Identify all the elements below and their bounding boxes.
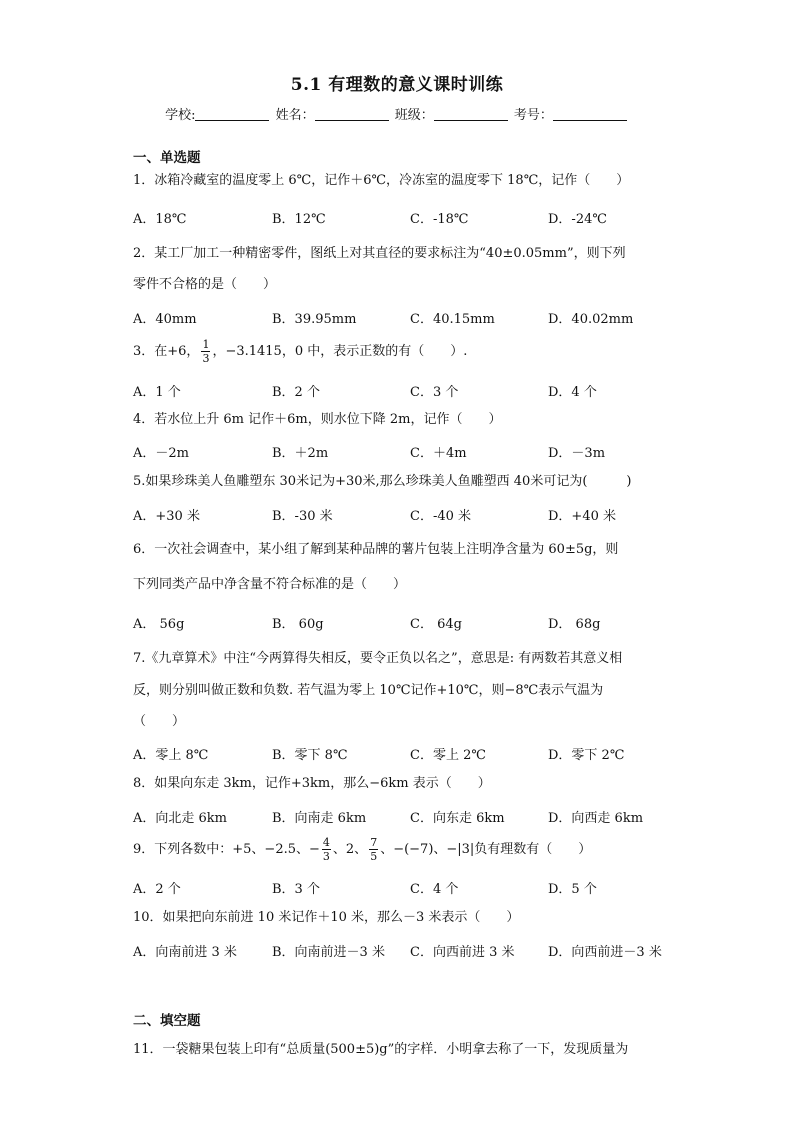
section-title-fill-in: 二、填空题 [133,1013,201,1029]
question-2-options [133,308,663,328]
option-c: C．40.15mm [410,312,495,327]
option-d: D．4 个 [548,385,597,400]
fraction-numerator: 4 [322,836,330,849]
option-b: B． 60g [272,617,324,632]
option-c: C．-18℃ [410,212,469,227]
name-blank [315,107,389,121]
question-7-line-3: （ ） [133,714,186,729]
option-d: D．零下 2℃ [548,748,625,763]
option-d: D．40.02mm [548,312,634,327]
id-label: 考号： [513,108,553,123]
option-d: D．5 个 [548,882,597,897]
option-b: B．向南前进－3 米 [272,945,385,960]
option-a: A．2 个 [133,882,181,897]
fraction-numerator: 1 [202,338,210,351]
option-b: B．零下 8℃ [272,748,348,763]
question-7-line-1: 7.《九章算术》中注“今两算得失相反，要令正负以名之”，意思是: 有两数若其意义相 [133,651,623,666]
question-11: 11．一袋糖果包装上印有“总质量(500±5)g”的字样．小明拿去称了一下，发现质量为 [133,1042,629,1057]
question-1-options [133,208,663,228]
option-a: A．1 个 [133,385,181,400]
page-title: 5.1 有理数的意义课时训练 [290,75,504,95]
option-b: B．3 个 [272,882,320,897]
name-label: 姓名： [275,108,315,123]
option-a: A．40mm [133,312,197,327]
question-7-options [133,744,663,764]
question-9-options [133,878,663,898]
fraction-one-third [201,338,210,365]
student-info-row [0,104,794,123]
option-b: B．39.95mm [272,312,357,327]
question-5-options [133,505,663,525]
option-c: C． 64g [410,617,462,632]
question-9-mid: 、2、 [332,842,368,857]
option-d: D．－3m [548,446,606,461]
question-3-options [133,381,663,401]
question-5: 5.如果珍珠美人鱼雕塑东 30米记为+30米,那么珍珠美人鱼雕塑西 40米可记为( ) [133,474,632,489]
question-6-line-1: 6．一次社会调查中，某小组了解到某种品牌的薯片包装上注明净含量为 60±5g，则 [133,542,619,557]
question-8: 8．如果向东走 3km，记作+3km，那么−6km 表示（ ） [133,776,491,791]
question-9 [133,834,663,865]
option-a: A．向南前进 3 米 [133,945,237,960]
question-3-prefix: 3．在+6， [133,344,200,359]
option-c: C．-40 米 [410,509,472,524]
option-a: A．+30 米 [133,509,200,524]
question-4-options [133,442,663,462]
option-c: C．零上 2℃ [410,748,486,763]
school-blank [195,107,269,121]
fraction-four-thirds [322,836,331,863]
question-8-options [133,807,663,827]
option-d: D．向西走 6km [548,811,644,826]
option-a: A．18℃ [133,212,187,227]
fraction-seven-fifths [369,836,378,863]
question-2-line-2: 零件不合格的是（ ） [133,277,277,292]
question-1: 1．冰箱冷藏室的温度零上 6℃，记作＋6℃，冷冻室的温度零下 18℃，记作（ ） [133,173,630,188]
option-d: D．-24℃ [548,212,607,227]
question-7-line-2: 反，则分别叫做正数和负数. 若气温为零上 10℃记作+10℃，则−8℃表示气温为 [133,683,604,698]
question-6-options [133,613,663,633]
fraction-denominator: 3 [202,352,210,365]
question-9-suffix: 、−(−7)、−|3|负有理数有（ ） [380,842,592,857]
option-b: B．-30 米 [272,509,333,524]
question-10-options [133,941,663,961]
option-b: B．向南走 6km [272,811,367,826]
question-3-suffix: ，−3.1415，0 中，表示正数的有（ ）. [212,344,468,359]
option-d: D．向西前进－3 米 [548,945,662,960]
option-a: A． 56g [133,617,185,632]
fraction-numerator: 7 [370,836,378,849]
option-a: A．－2m [133,446,189,461]
option-c: C．＋4m [410,446,467,461]
school-label: 学校: [165,108,196,123]
option-d: D．+40 米 [548,509,616,524]
option-b: B．＋2m [272,446,329,461]
option-c: C．3 个 [410,385,459,400]
section-title-single-choice: 一、单选题 [133,150,201,166]
id-blank [553,107,627,121]
option-c: C．向东走 6km [410,811,505,826]
question-10: 10．如果把向东前进 10 米记作＋10 米，那么－3 米表示（ ） [133,910,520,925]
fraction-denominator: 5 [370,850,378,863]
option-a: A．向北走 6km [133,811,227,826]
option-b: B．12℃ [272,212,326,227]
question-4: 4．若水位上升 6m 记作＋6m，则水位下降 2m，记作（ ） [133,412,502,427]
fraction-denominator: 3 [322,850,330,863]
class-label: 班级： [394,108,434,123]
class-blank [434,107,508,121]
question-2-line-1: 2．某工厂加工一种精密零件，图纸上对其直径的要求标注为“40±0.05mm”，则下列 [133,246,626,261]
option-d: D． 68g [548,617,601,632]
question-3 [133,336,663,367]
question-9-prefix: 9．下列各数中：+5、−2.5、− [133,842,320,857]
question-6-line-2: 下列同类产品中净含量不符合标准的是（ ） [133,577,407,592]
option-c: C．向西前进 3 米 [410,945,515,960]
option-b: B．2 个 [272,385,320,400]
option-a: A．零上 8℃ [133,748,209,763]
option-c: C．4 个 [410,882,459,897]
